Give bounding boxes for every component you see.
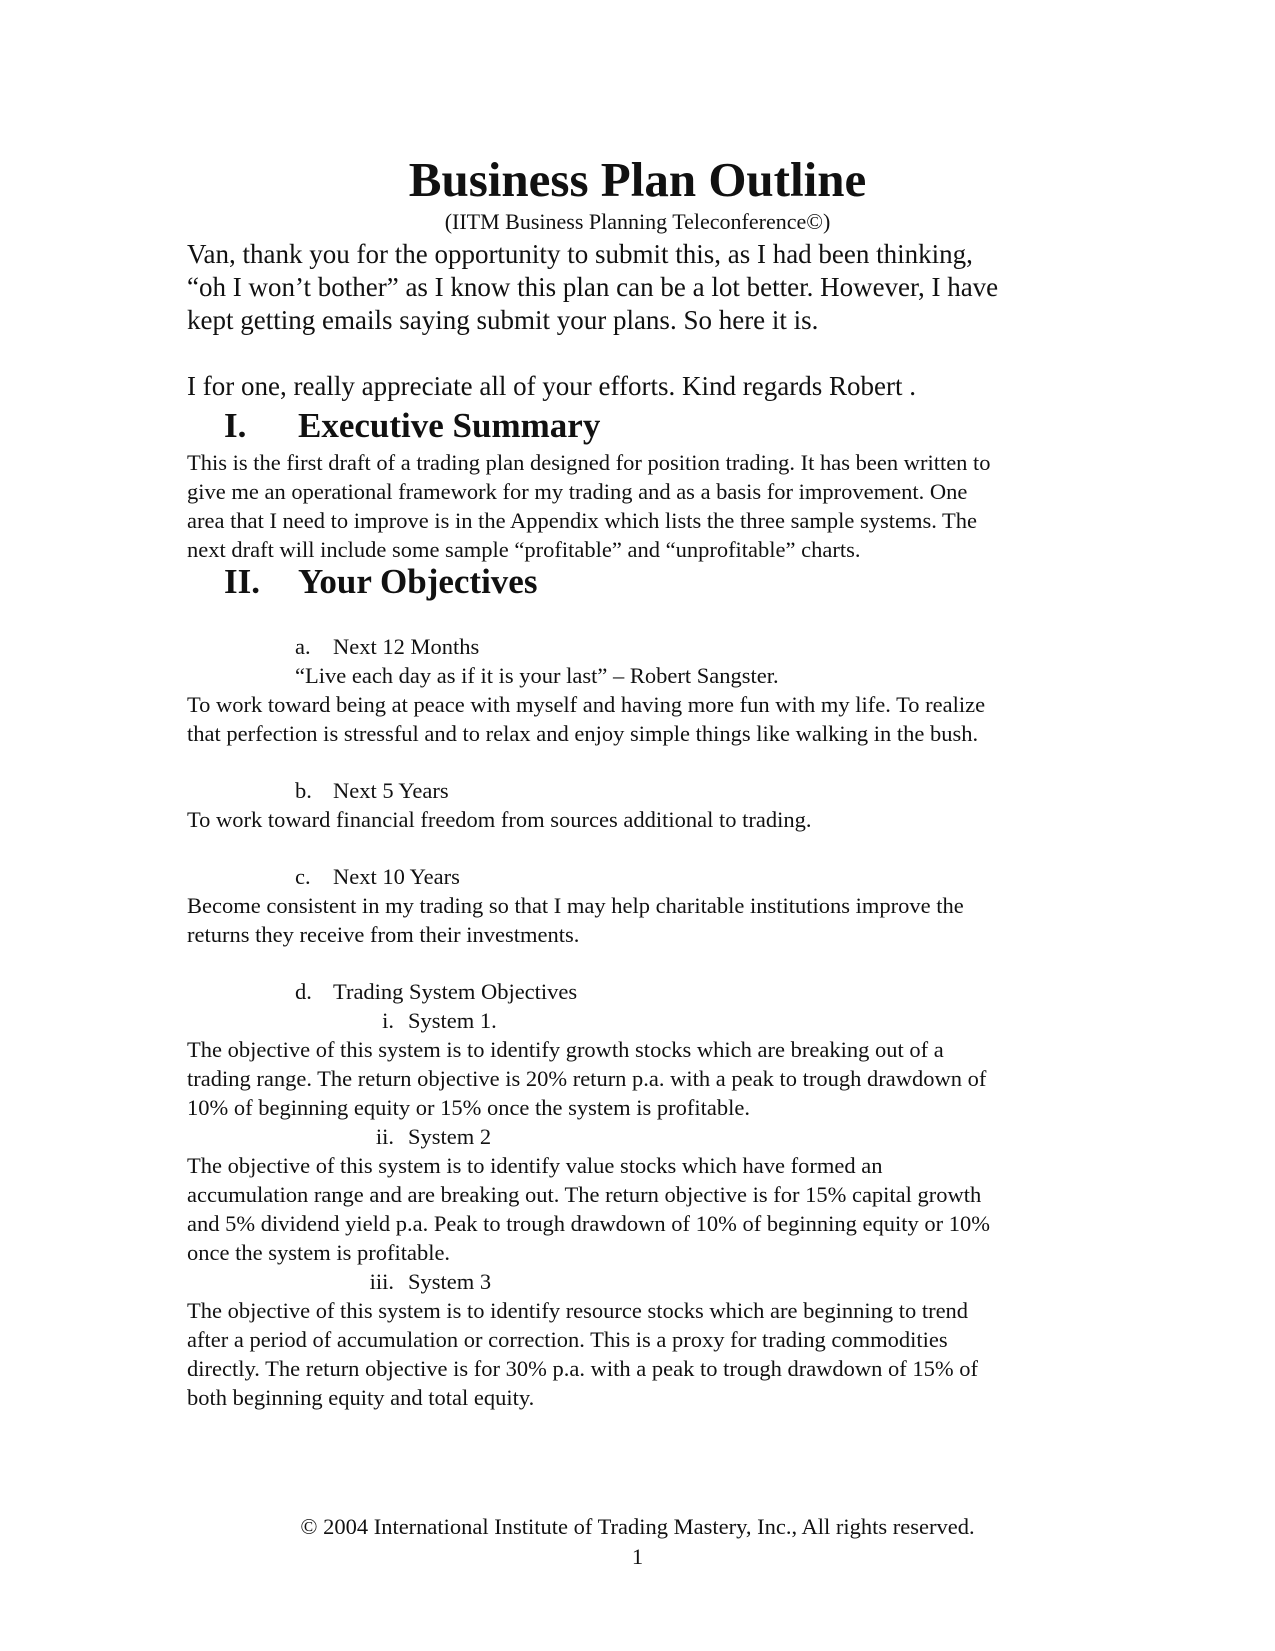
paragraph-line: 10% of beginning equity or 15% once the system is profitable. bbox=[187, 1095, 751, 1120]
intro-paragraph bbox=[187, 238, 998, 337]
objective-10-years-paragraph bbox=[187, 891, 964, 949]
document-title: Business Plan Outline bbox=[408, 152, 867, 207]
section-2-heading: Your Objectives bbox=[298, 562, 538, 601]
paragraph-line: area that I need to improve is in the Appendix which lists the three sample systems. The bbox=[187, 508, 978, 533]
system-1-paragraph bbox=[187, 1035, 986, 1122]
objective-12-months-paragraph bbox=[187, 690, 985, 748]
section-1-numeral: I. bbox=[224, 406, 247, 445]
paragraph-line: once the system is profitable. bbox=[187, 1240, 451, 1265]
paragraph-line: both beginning equity and total equity. bbox=[187, 1385, 535, 1410]
list-marker-b: b. bbox=[295, 778, 312, 803]
paragraph-line: The objective of this system is to identify growth stocks which are breaking out of a bbox=[187, 1037, 944, 1062]
paragraph-line: returns they receive from their investments. bbox=[187, 922, 580, 947]
list-marker-d: d. bbox=[295, 979, 312, 1004]
executive-summary-paragraph bbox=[187, 448, 991, 564]
paragraph-line: This is the first draft of a trading plan designed for position trading. It has been written to bbox=[187, 450, 991, 475]
system-2-label: System 2 bbox=[408, 1124, 492, 1149]
section-1-heading: Executive Summary bbox=[298, 406, 601, 445]
objective-5-years-paragraph bbox=[187, 805, 812, 834]
list-marker-a: a. bbox=[295, 634, 311, 659]
system-3-paragraph bbox=[187, 1296, 978, 1412]
paragraph-line: To work toward financial freedom from sources additional to trading. bbox=[187, 807, 812, 832]
system-1-label: System 1. bbox=[408, 1008, 497, 1033]
roman-marker-i: i. bbox=[382, 1008, 394, 1033]
paragraph-line: trading range. The return objective is 20% return p.a. with a peak to trough drawdown of bbox=[187, 1066, 987, 1091]
page-number: 1 bbox=[631, 1544, 644, 1569]
system-3-label: System 3 bbox=[408, 1269, 492, 1294]
intro-line: “oh I won’t bother” as I know this plan can be a lot better. However, I have bbox=[187, 272, 999, 302]
system-2-paragraph bbox=[187, 1151, 990, 1267]
paragraph-line: and 5% dividend yield p.a. Peak to trough drawdown of 10% of beginning equity or 10% bbox=[187, 1211, 990, 1236]
paragraph-line: that perfection is stressful and to relax and enjoy simple things like walking in the bush. bbox=[187, 721, 979, 746]
paragraph-line: The objective of this system is to identify resource stocks which are beginning to trend bbox=[187, 1298, 969, 1323]
paragraph-line: after a period of accumulation or correction. This is a proxy for trading commodities bbox=[187, 1327, 948, 1352]
paragraph-line: give me an operational framework for my trading and as a basis for improvement. One bbox=[187, 479, 968, 504]
trading-system-objectives-label: Trading System Objectives bbox=[333, 979, 578, 1004]
objective-12-months-label: Next 12 Months bbox=[333, 634, 480, 659]
intro-line: kept getting emails saying submit your plans. So here it is. bbox=[187, 305, 819, 335]
objective-5-years-label: Next 5 Years bbox=[333, 778, 449, 803]
paragraph-line: directly. The return objective is for 30% p.a. with a peak to trough drawdown of 15% of bbox=[187, 1356, 979, 1381]
paragraph-line: next draft will include some sample “profitable” and “unprofitable” charts. bbox=[187, 537, 861, 562]
paragraph-line: To work toward being at peace with myself and having more fun with my life. To realize bbox=[187, 692, 986, 717]
roman-marker-ii: ii. bbox=[375, 1124, 394, 1149]
intro-line: Van, thank you for the opportunity to submit this, as I had been thinking, bbox=[187, 239, 973, 269]
list-marker-c: c. bbox=[295, 864, 311, 889]
paragraph-line: The objective of this system is to identify value stocks which have formed an bbox=[187, 1153, 883, 1178]
objective-quote: “Live each day as if it is your last” – Robert Sangster. bbox=[295, 663, 779, 688]
section-2-numeral: II. bbox=[224, 562, 260, 601]
document-subtitle: (IITM Business Planning Teleconference©) bbox=[444, 209, 831, 234]
objective-10-years-label: Next 10 Years bbox=[333, 864, 460, 889]
paragraph-line: Become consistent in my trading so that I may help charitable institutions improve the bbox=[187, 893, 964, 918]
copyright-footer: © 2004 International Institute of Trading Mastery, Inc., All rights reserved. bbox=[300, 1514, 975, 1539]
paragraph-line: accumulation range and are breaking out. The return objective is for 15% capital growth bbox=[187, 1182, 982, 1207]
intro-closing: I for one, really appreciate all of your efforts. Kind regards Robert . bbox=[187, 371, 916, 401]
roman-marker-iii: iii. bbox=[369, 1269, 394, 1294]
